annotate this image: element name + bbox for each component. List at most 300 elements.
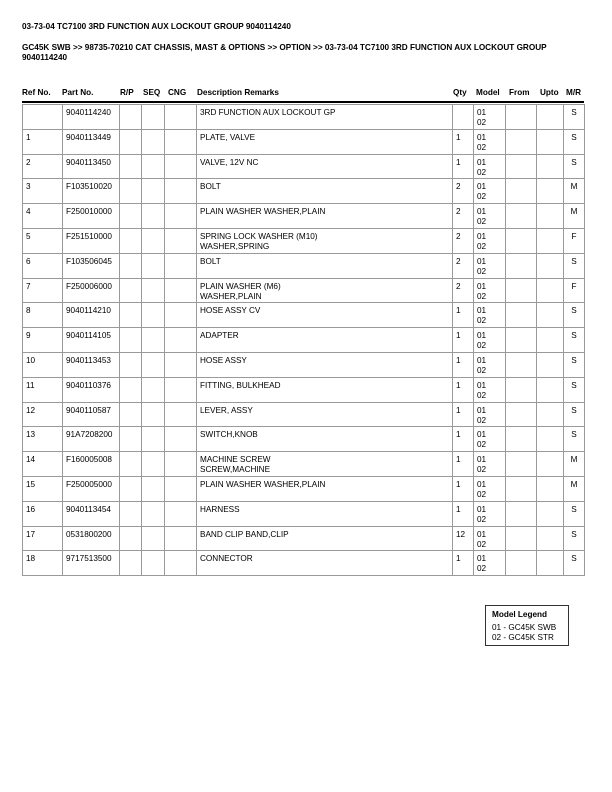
rp-cell [120,476,142,501]
description-cell [197,377,453,402]
cng-cell [165,278,197,303]
description-cell [197,328,453,353]
table-row [23,179,585,204]
table-row [23,129,585,154]
part-no-cell: 9040110376 [63,377,120,402]
qty-cell: 1 [453,551,474,576]
description-cell-line: HOSE ASSY CV [200,306,261,316]
model-cell-line: 02 [477,266,487,276]
qty-cell: 1 [453,303,474,328]
description-cell [197,105,453,130]
page-title: 03-73-04 TC7100 3RD FUNCTION AUX LOCKOUT GROUP 9040114240 [22,22,291,31]
rp-cell [120,551,142,576]
ref-no-cell: 8 [23,303,63,328]
part-no-cell: F103506045 [63,253,120,278]
upto-cell [537,278,564,303]
table-row [23,476,585,501]
from-cell [506,402,537,427]
mr-cell: S [564,328,585,353]
description-cell-line: CONNECTOR [200,554,253,564]
description-cell-line: BAND CLIP BAND,CLIP [200,529,289,539]
upto-cell [537,352,564,377]
upto-cell [537,427,564,452]
description-cell-line: VALVE, 12V NC [200,157,259,167]
cng-cell [165,105,197,130]
table-row [23,278,585,303]
upto-cell [537,253,564,278]
rp-cell [120,154,142,179]
model-cell-line: 02 [477,118,487,127]
model-cell-line: 02 [477,341,487,351]
model-cell-line: 01 [477,504,487,514]
description-cell [197,129,453,154]
ref-no-cell: 10 [23,352,63,377]
description-cell-line: PLATE, VALVE [200,132,256,142]
from-cell [506,377,537,402]
from-cell [506,551,537,576]
upto-cell [537,328,564,353]
cng-cell [165,228,197,253]
parts-table [22,104,585,576]
part-no-cell: 9717513500 [63,551,120,576]
seq-cell [142,551,165,576]
description-cell-line: HARNESS [200,504,240,514]
model-cell-line: 01 [477,306,487,316]
model-cell [474,452,506,477]
model-cell-line: 01 [477,157,487,167]
model-cell-line: 01 [477,108,487,117]
cng-cell [165,526,197,551]
seq-cell [142,253,165,278]
col-part-no: Part No. [62,88,94,97]
table-row [23,551,585,576]
qty-cell: 2 [453,228,474,253]
mr-cell: F [564,228,585,253]
model-legend-title: Model Legend [492,610,548,619]
model-cell-line: 02 [477,365,487,375]
part-no-cell: 9040113453 [63,352,120,377]
part-no-cell: 0531800200 [63,526,120,551]
part-no-cell: F251510000 [63,228,120,253]
part-no-cell: 9040113449 [63,129,120,154]
from-cell [506,427,537,452]
table-row [23,228,585,253]
seq-cell [142,179,165,204]
mr-cell: S [564,129,585,154]
cng-cell [165,476,197,501]
part-no-cell: 9040113454 [63,501,120,526]
seq-cell [142,129,165,154]
part-no-cell: 9040110587 [63,402,120,427]
model-cell-line: 01 [477,231,487,241]
mr-cell: M [564,204,585,229]
col-from: From [509,88,530,97]
model-cell-line: 01 [477,207,487,217]
model-cell [474,303,506,328]
table-row [23,105,585,130]
description-cell [197,476,453,501]
rp-cell [120,278,142,303]
description-cell-line: PLAIN WASHER (M6) [200,281,281,291]
upto-cell [537,105,564,130]
cng-cell [165,154,197,179]
ref-no-cell: 13 [23,427,63,452]
model-cell [474,204,506,229]
ref-no-cell: 18 [23,551,63,576]
from-cell [506,452,537,477]
mr-cell: S [564,352,585,377]
rp-cell [120,427,142,452]
breadcrumb: GC45K SWB >> 98735-70210 CAT CHASSIS, MAST & OPTIONS >> OPTION >> 03-73-04 TC7100 3RD FUNCTION AUX LOCKOUT GROUP 9040114240 [22,43,547,62]
rp-cell [120,179,142,204]
qty-cell [453,105,474,130]
upto-cell [537,303,564,328]
cng-cell [165,427,197,452]
col-model: Model [476,88,500,97]
cng-cell [165,328,197,353]
description-cell-line: PLAIN WASHER WASHER,PLAIN [200,479,326,489]
model-cell [474,278,506,303]
ref-no-cell: 16 [23,501,63,526]
upto-cell [537,526,564,551]
table-row [23,501,585,526]
description-cell [197,303,453,328]
ref-no-cell: 1 [23,129,63,154]
model-cell-line: 01 [477,132,487,142]
ref-no-cell: 15 [23,476,63,501]
description-cell-line: FITTING, BULKHEAD [200,380,281,390]
upto-cell [537,154,564,179]
from-cell [506,303,537,328]
ref-no-cell: 14 [23,452,63,477]
rp-cell [120,204,142,229]
ref-no-cell: 7 [23,278,63,303]
rp-cell [120,501,142,526]
qty-cell: 1 [453,352,474,377]
cng-cell [165,402,197,427]
col-qty: Qty [453,88,467,97]
qty-cell: 1 [453,501,474,526]
table-row [23,204,585,229]
description-cell-line: MACHINE SCREW [200,455,271,465]
upto-cell [537,402,564,427]
from-cell [506,278,537,303]
model-cell-line: 01 [477,455,487,465]
model-cell [474,427,506,452]
rp-cell [120,402,142,427]
seq-cell [142,427,165,452]
mr-cell: M [564,452,585,477]
seq-cell [142,204,165,229]
table-row [23,427,585,452]
ref-no-cell: 11 [23,377,63,402]
rp-cell [120,253,142,278]
upto-cell [537,452,564,477]
qty-cell: 12 [453,526,474,551]
mr-cell: S [564,303,585,328]
model-cell [474,179,506,204]
model-cell-line: 01 [477,380,487,390]
description-cell-line: WASHER,SPRING [200,241,270,251]
part-no-cell: 9040114105 [63,328,120,353]
description-cell-line: WASHER,PLAIN [200,291,262,301]
cng-cell [165,377,197,402]
rp-cell [120,352,142,377]
model-cell [474,228,506,253]
description-cell [197,551,453,576]
cng-cell [165,303,197,328]
col-upto: Upto [540,88,559,97]
model-cell [474,154,506,179]
mr-cell: S [564,154,585,179]
upto-cell [537,129,564,154]
mr-cell: M [564,476,585,501]
cng-cell [165,452,197,477]
model-cell [474,105,506,130]
upto-cell [537,501,564,526]
description-cell [197,154,453,179]
model-cell-line: 02 [477,316,487,326]
part-no-cell: 91A7208200 [63,427,120,452]
model-cell-line: 01 [477,405,487,415]
cng-cell [165,501,197,526]
mr-cell: S [564,551,585,576]
rp-cell [120,526,142,551]
ref-no-cell: 6 [23,253,63,278]
description-cell [197,526,453,551]
description-cell-line: LEVER, ASSY [200,405,253,415]
mr-cell: S [564,526,585,551]
description-cell [197,452,453,477]
qty-cell: 2 [453,204,474,229]
table-row [23,303,585,328]
model-cell-line: 02 [477,564,487,574]
upto-cell [537,204,564,229]
mr-cell: S [564,253,585,278]
model-cell-line: 02 [477,192,487,202]
table-row [23,352,585,377]
model-cell [474,328,506,353]
model-cell [474,526,506,551]
table-row [23,253,585,278]
from-cell [506,228,537,253]
col-rp: R/P [120,88,134,97]
qty-cell: 1 [453,402,474,427]
description-cell [197,427,453,452]
from-cell [506,179,537,204]
ref-no-cell: 3 [23,179,63,204]
model-cell-line: 02 [477,167,487,177]
model-legend [485,605,569,646]
description-cell-line: SCREW,MACHINE [200,465,271,475]
model-cell-line: 01 [477,281,487,291]
seq-cell [142,476,165,501]
description-cell [197,501,453,526]
model-cell-line: 02 [477,241,487,251]
rp-cell [120,129,142,154]
from-cell [506,328,537,353]
model-cell [474,377,506,402]
part-no-cell: F250006000 [63,278,120,303]
qty-cell: 1 [453,476,474,501]
rp-cell [120,377,142,402]
upto-cell [537,377,564,402]
part-no-cell: F103510020 [63,179,120,204]
description-cell-line: SPRING LOCK WASHER (M10) [200,231,318,241]
qty-cell: 2 [453,253,474,278]
cng-cell [165,179,197,204]
seq-cell [142,303,165,328]
model-cell [474,476,506,501]
description-cell [197,204,453,229]
model-legend-item: 02 - GC45K STR [492,633,554,642]
model-cell-line: 02 [477,415,487,425]
part-no-cell: F250005000 [63,476,120,501]
col-cng: CNG [168,88,187,97]
model-cell-line: 02 [477,217,487,227]
mr-cell: S [564,427,585,452]
ref-no-cell: 5 [23,228,63,253]
upto-cell [537,551,564,576]
description-cell [197,352,453,377]
cng-cell [165,352,197,377]
model-cell-line: 02 [477,489,487,499]
model-cell [474,352,506,377]
rp-cell [120,105,142,130]
from-cell [506,352,537,377]
part-no-cell: F160005008 [63,452,120,477]
ref-no-cell: 2 [23,154,63,179]
model-cell-line: 02 [477,142,487,152]
seq-cell [142,501,165,526]
model-cell-line: 01 [477,256,487,266]
seq-cell [142,402,165,427]
model-cell-line: 01 [477,355,487,365]
seq-cell [142,452,165,477]
description-cell [197,402,453,427]
description-cell [197,179,453,204]
col-mr: M/R [566,88,582,97]
description-cell-line: ADAPTER [200,331,239,341]
description-cell-line: 3RD FUNCTION AUX LOCKOUT GP [200,108,336,117]
from-cell [506,129,537,154]
table-row [23,402,585,427]
description-cell [197,228,453,253]
qty-cell: 1 [453,328,474,353]
ref-no-cell: 12 [23,402,63,427]
part-no-cell: F250010000 [63,204,120,229]
description-cell-line: PLAIN WASHER WASHER,PLAIN [200,207,326,217]
from-cell [506,253,537,278]
upto-cell [537,228,564,253]
mr-cell: S [564,105,585,130]
seq-cell [142,228,165,253]
mr-cell: S [564,377,585,402]
cng-cell [165,253,197,278]
model-cell-line: 02 [477,291,487,301]
rp-cell [120,303,142,328]
from-cell [506,154,537,179]
seq-cell [142,352,165,377]
cng-cell [165,204,197,229]
model-cell [474,129,506,154]
model-cell-line: 02 [477,514,487,524]
part-no-cell: 9040114210 [63,303,120,328]
model-cell [474,253,506,278]
model-cell-line: 02 [477,465,487,475]
part-no-cell: 9040113450 [63,154,120,179]
qty-cell: 2 [453,179,474,204]
table-row [23,154,585,179]
seq-cell [142,154,165,179]
qty-cell: 2 [453,278,474,303]
model-cell-line: 02 [477,390,487,400]
model-cell [474,402,506,427]
model-cell-line: 01 [477,479,487,489]
model-cell-line: 01 [477,430,487,440]
ref-no-cell: 17 [23,526,63,551]
description-cell [197,278,453,303]
upto-cell [537,476,564,501]
mr-cell: M [564,179,585,204]
description-cell-line: BOLT [200,182,221,192]
model-cell [474,551,506,576]
table-header [0,88,612,100]
col-seq: SEQ [143,88,161,97]
qty-cell: 1 [453,427,474,452]
from-cell [506,105,537,130]
model-cell-line: 02 [477,440,487,450]
from-cell [506,204,537,229]
qty-cell: 1 [453,452,474,477]
ref-no-cell: 4 [23,204,63,229]
col-ref-no: Ref No. [22,88,51,97]
description-cell-line: BOLT [200,256,221,266]
rp-cell [120,328,142,353]
model-cell-line: 01 [477,331,487,341]
description-cell-line: HOSE ASSY [200,355,247,365]
ref-no-cell [23,105,63,130]
cng-cell [165,551,197,576]
seq-cell [142,377,165,402]
model-legend-item: 01 - GC45K SWB [492,623,557,632]
seq-cell [142,526,165,551]
seq-cell [142,328,165,353]
mr-cell: S [564,501,585,526]
table-row [23,526,585,551]
from-cell [506,476,537,501]
ref-no-cell: 9 [23,328,63,353]
model-cell-line: 01 [477,182,487,192]
description-cell [197,253,453,278]
table-row [23,377,585,402]
description-cell-line: SWITCH,KNOB [200,430,258,440]
qty-cell: 1 [453,377,474,402]
qty-cell: 1 [453,154,474,179]
model-cell-line: 02 [477,539,487,549]
from-cell [506,501,537,526]
seq-cell [142,278,165,303]
header-rule [22,101,584,103]
model-cell-line: 01 [477,529,487,539]
rp-cell [120,228,142,253]
col-description: Description Remarks [197,88,279,97]
cng-cell [165,129,197,154]
from-cell [506,526,537,551]
upto-cell [537,179,564,204]
model-cell-line: 01 [477,554,487,564]
table-row [23,328,585,353]
